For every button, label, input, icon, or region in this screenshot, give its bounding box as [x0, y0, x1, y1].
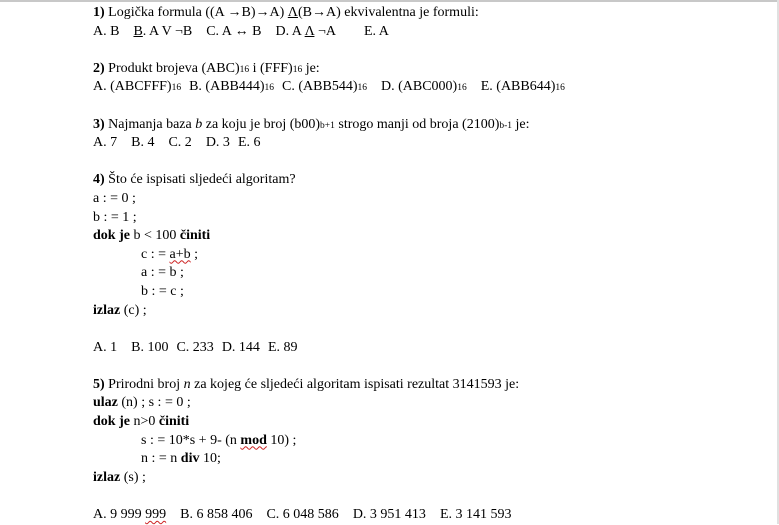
- q2-option-e: E. (ABB644): [480, 79, 556, 95]
- q2-option-d: D. (ABC000): [381, 79, 458, 95]
- question-4-options: [93, 339, 773, 358]
- q2-option-c: C. (ABB544): [282, 79, 358, 95]
- q5-output-line: izlaz (s) ;: [93, 469, 146, 485]
- q4-while-line: dok je b < 100 činiti: [93, 228, 211, 244]
- q3-option-d: D. 3: [205, 135, 230, 151]
- question-5-number: 5): [93, 376, 105, 392]
- q1-option-b: . A V ¬B: [142, 23, 193, 39]
- question-3-stem: 3) Najmanja baza b za koju je broj (b00)b+1 strogo manji od broja (2100)b-1 je:: [93, 116, 530, 132]
- q5-input-line: ulaz (n) ; s : = 0 ;: [93, 395, 191, 411]
- q1-option-e: E. A: [363, 23, 389, 39]
- question-2-number: 2): [93, 60, 105, 76]
- q4-option-a: A. 1: [93, 339, 118, 355]
- question-4-stem: 4) Što će ispisati sljedeći algoritam?: [93, 172, 296, 188]
- question-2-options: A. (ABCFFF)16 B. (ABB444)16 C. (ABB544)16 D. (ABC000)16 E. (ABB644)16: [93, 79, 565, 95]
- q4-body-line: a : = b ;: [141, 265, 184, 281]
- question-1-number: 1): [93, 5, 105, 20]
- q4-body-line: c : = a+b ;: [141, 246, 198, 262]
- q5-body-line: s : = 10*s + 9- (n mod 10) ;: [141, 432, 297, 448]
- q4-body-line: b : = c ;: [141, 283, 184, 299]
- q4-output-line: izlaz (c) ;: [93, 302, 147, 318]
- q1-option-b-letter: B: [133, 23, 143, 39]
- q2-option-b: B. (ABB444): [189, 79, 265, 95]
- question-3-options: [93, 134, 773, 153]
- q5-body-line: n : = n div 10;: [141, 451, 221, 467]
- question-5-options: [93, 506, 773, 525]
- q4-code-line: a : = 0 ;: [93, 190, 136, 206]
- and-symbol: Λ: [287, 5, 298, 20]
- q3-option-e: E. 6: [237, 135, 261, 151]
- q5-option-d: D. 3 951 413: [352, 507, 426, 523]
- q5-option-b: B. 6 858 406: [180, 507, 253, 523]
- document-page: [93, 4, 773, 525]
- q5-option-c: C. 6 048 586: [266, 507, 339, 523]
- question-4-number: 4): [93, 172, 105, 188]
- question-1-stem: 1) Logička formula ((A →B)→A) Λ(B→A) ekvivalentna je formuli:: [93, 5, 479, 20]
- question-3-number: 3): [93, 116, 105, 132]
- question-1-options: A. B B. A V ¬B C. A ↔ B D. A Λ ¬A E. A: [93, 23, 389, 39]
- q1-option-a: A. B: [93, 23, 120, 39]
- q5-option-e: E. 3 141 593: [439, 507, 512, 523]
- q4-option-e: E. 89: [267, 339, 298, 355]
- q2-option-a: A. (ABCFFF): [93, 79, 172, 95]
- window-top-border: [0, 0, 779, 2]
- q4-option-d: D. 144: [221, 339, 260, 355]
- q1-option-c: C. A ↔ B: [206, 23, 262, 39]
- q3-option-a: A. 7: [93, 135, 118, 151]
- q4-code-line: b : = 1 ;: [93, 209, 137, 225]
- q4-option-c: C. 233: [176, 339, 214, 355]
- q3-option-c: C. 2: [168, 135, 192, 151]
- q3-option-b: B. 4: [131, 135, 155, 151]
- question-2-stem: 2) Produkt brojeva (ABC)16 i (FFF)16 je:: [93, 60, 320, 76]
- q1-option-d-and-symbol: Λ: [304, 23, 315, 39]
- q4-option-b: B. 100: [131, 339, 169, 355]
- q5-while-line: dok je n>0 činiti: [93, 414, 190, 430]
- question-5-stem: 5) Prirodni broj n za kojeg će sljedeći algoritam ispisati rezultat 3141593 je:: [93, 376, 520, 392]
- q5-option-a: A. 9 999 999: [93, 507, 167, 523]
